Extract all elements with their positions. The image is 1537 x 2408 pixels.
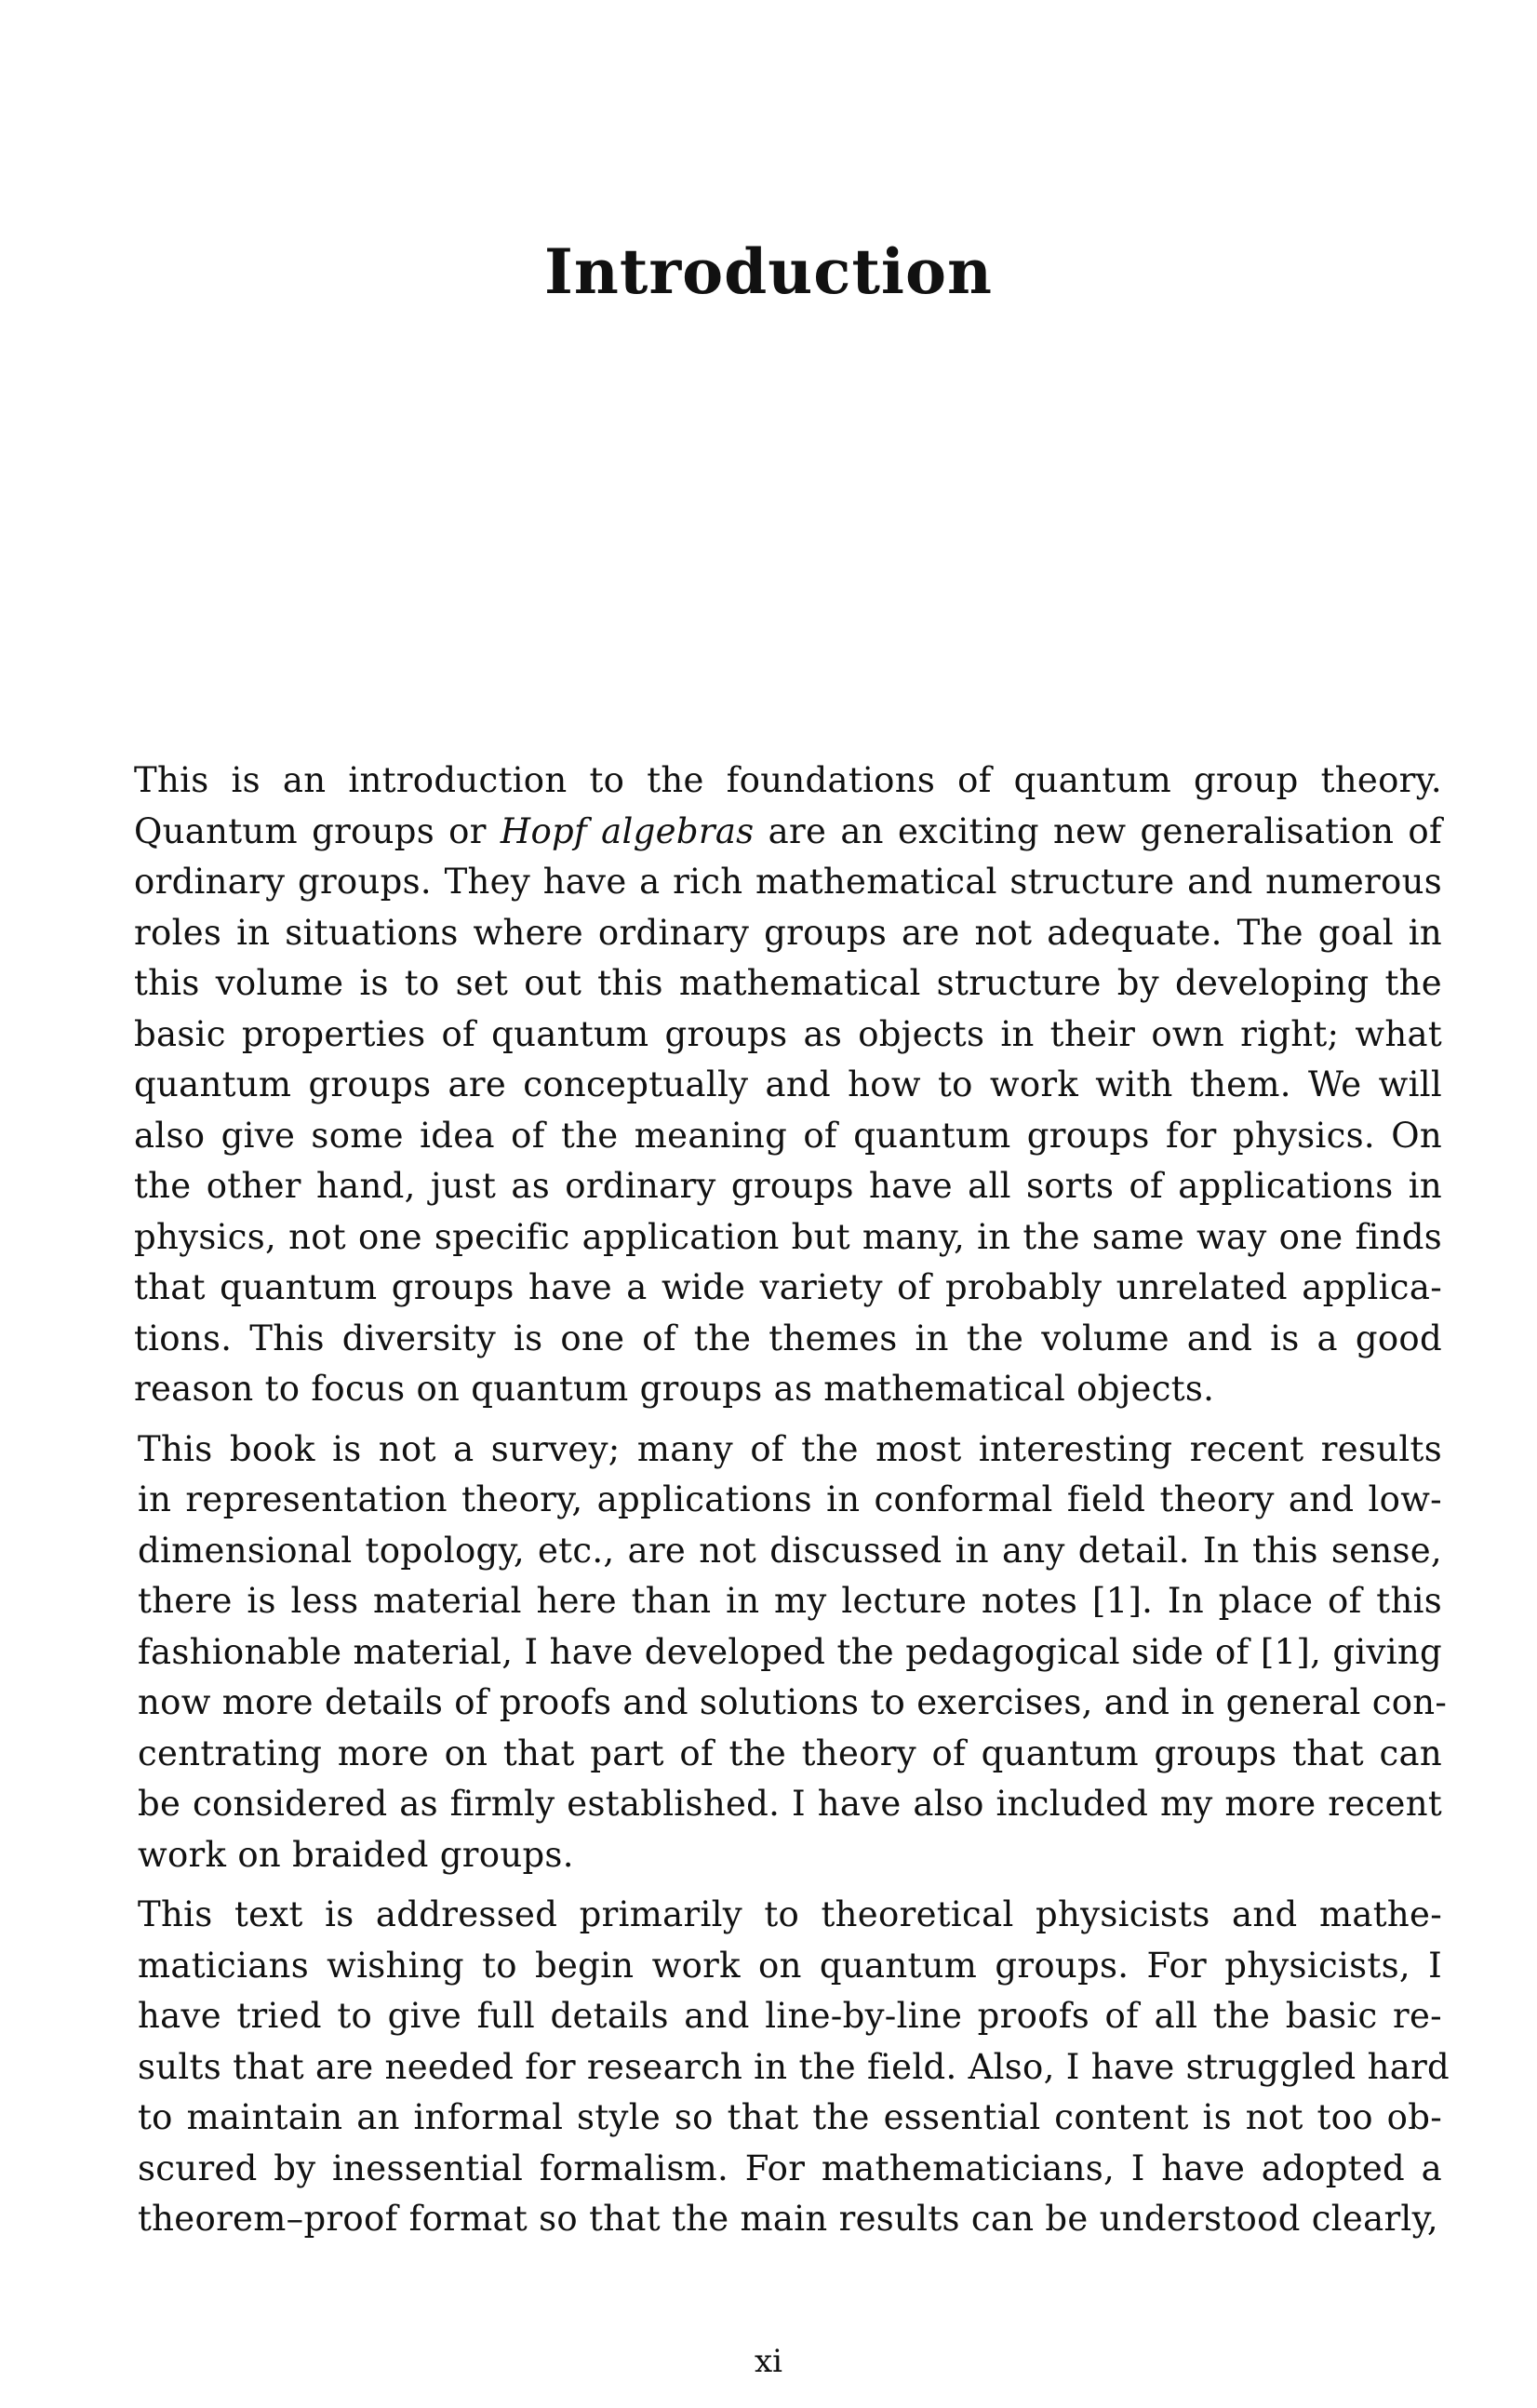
paragraph-3 (134, 1890, 1450, 2245)
text-line: roles in situations where ordinary groups are not adequate. The goal in (134, 912, 1442, 953)
text-line: tions. This diversity is one of the themes in the volume and is a good (134, 1318, 1442, 1358)
text-line: This is an introduction to the foundations of quantum group theory. (134, 760, 1442, 800)
text-line: Quantum groups or Hopf algebras are an exciting new generalisation of (134, 810, 1442, 851)
text-line: fashionable material, I have developed the pedagogical side of [1], giving (138, 1631, 1442, 1672)
text-line: also give some idea of the meaning of quantum groups for physics. On (134, 1115, 1442, 1156)
text-line: centrating more on that part of the theory of quantum groups that can (138, 1732, 1442, 1773)
text-line: be considered as firmly established. I have also included my more recent (138, 1784, 1442, 1824)
text-line: dimensional topology, etc., are not discussed in any detail. In this sense, (138, 1530, 1442, 1571)
text-line: this volume is to set out this mathematical structure by developing the (134, 963, 1442, 1003)
text-line: that quantum groups have a wide variety of probably unrelated applica- (134, 1267, 1442, 1307)
text-line: maticians wishing to begin work on quantum groups. For physicists, I (138, 1945, 1442, 1986)
body-text (134, 756, 1450, 2245)
page-title: Introduction (543, 235, 994, 308)
text-line: have tried to give full details and line-by-line proofs of all the basic re- (138, 1996, 1442, 2036)
text-line: basic properties of quantum groups as objects in their own right; what (134, 1013, 1442, 1054)
text-line: sults that are needed for research in the field. Also, I have struggled hard (138, 2046, 1450, 2087)
text-line: reason to focus on quantum groups as mathematical objects. (134, 1369, 1215, 1409)
text-line: there is less material here than in my lecture notes [1]. In place of this (138, 1581, 1442, 1621)
text-line: physics, not one specific application but many, in the same way one finds (134, 1216, 1442, 1257)
text-line: This book is not a survey; many of the most interesting recent results (138, 1428, 1442, 1469)
text-line: This text is addressed primarily to theoretical physicists and mathe- (138, 1894, 1442, 1934)
text-line: the other hand, just as ordinary groups have all sorts of applications in (134, 1166, 1442, 1206)
text-line: to maintain an informal style so that the essential content is not too ob- (138, 2097, 1442, 2137)
paragraph-1 (134, 756, 1442, 1415)
italic-term: Hopf algebras (500, 810, 755, 851)
text-line: in representation theory, applications in conformal field theory and low- (138, 1479, 1442, 1519)
text-line: ordinary groups. They have a rich mathematical structure and numerous (134, 862, 1442, 902)
text-line: work on braided groups. (138, 1834, 574, 1875)
paragraph-2 (134, 1425, 1448, 1881)
text-line: theorem–proof format so that the main results can be understood clearly, (138, 2199, 1438, 2239)
text-line: scured by inessential formalism. For mathematicians, I have adopted a (138, 2147, 1442, 2188)
page-number: xi (754, 2343, 783, 2380)
text-line: now more details of proofs and solutions to exercises, and in general con- (138, 1682, 1448, 1722)
text-line: quantum groups are conceptually and how to work with them. We will (134, 1064, 1442, 1104)
